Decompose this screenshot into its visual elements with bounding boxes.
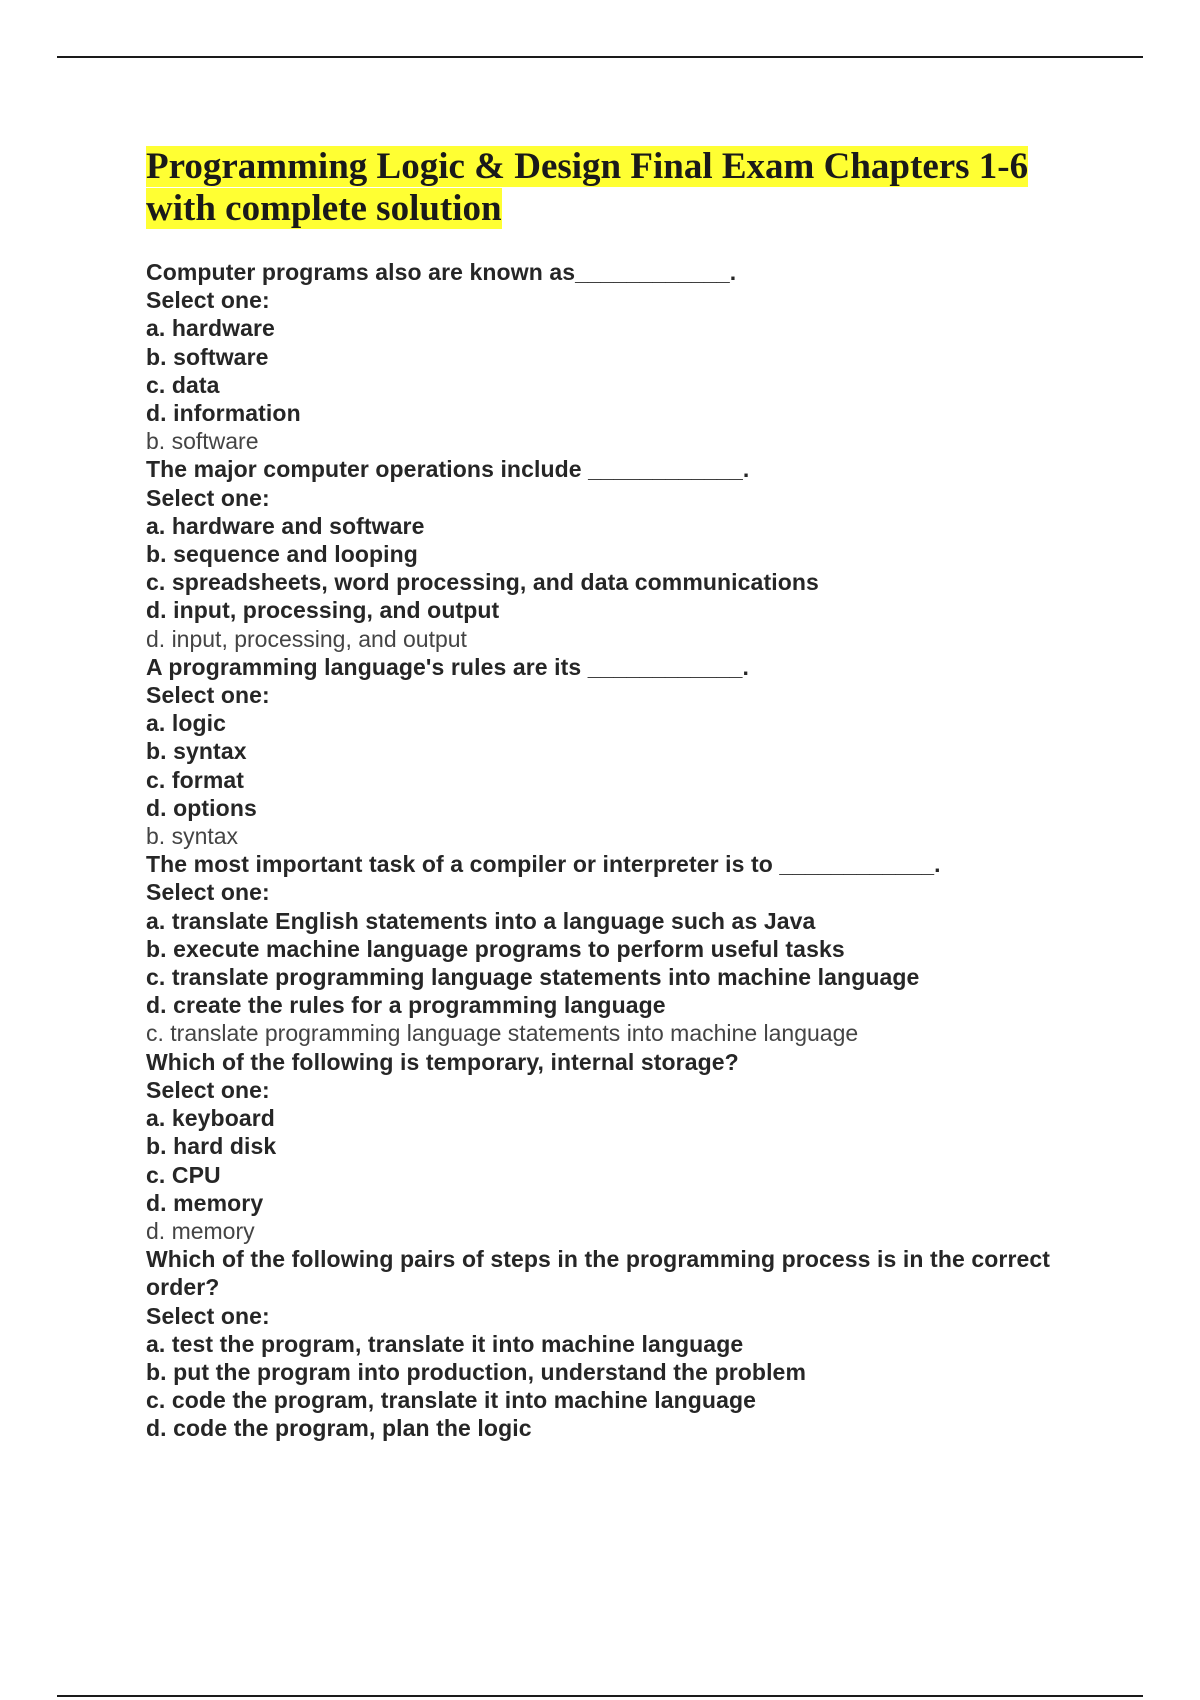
- answer-option: d. memory: [146, 1189, 264, 1216]
- title-line-2: with complete solution: [146, 188, 502, 229]
- select-one-label: Select one:: [146, 1302, 270, 1329]
- question-block-6: [146, 1245, 1106, 1442]
- bottom-rule: [57, 1695, 1143, 1697]
- answer-option: d. code the program, plan the logic: [146, 1415, 532, 1442]
- question-prompt: Which of the following pairs of steps in the programming process is in the correct order?: [146, 1246, 1051, 1301]
- question-block-3: [146, 653, 1106, 850]
- top-rule: [57, 56, 1143, 58]
- answer-option: c. spreadsheets, word processing, and data communications: [146, 569, 819, 596]
- correct-answer: d. input, processing, and output: [146, 625, 467, 652]
- title-line-1: Programming Logic & Design Final Exam Chapters 1-6: [146, 146, 1029, 187]
- answer-option: b. syntax: [146, 738, 247, 765]
- document-title: [146, 146, 1066, 230]
- answer-option: c. format: [146, 766, 245, 793]
- question-block-4: [146, 850, 1106, 1047]
- answer-option: b. execute machine language programs to perform useful tasks: [146, 935, 845, 962]
- question-prompt: Computer programs also are known as____________.: [146, 259, 737, 285]
- question-prompt: The most important task of a compiler or interpreter is to ____________.: [146, 851, 941, 878]
- correct-answer: d. memory: [146, 1217, 255, 1244]
- answer-option: c. data: [146, 371, 220, 398]
- answer-option: a. hardware: [146, 315, 275, 342]
- question-prompt: A programming language's rules are its ____________.: [146, 653, 749, 680]
- question-list: [146, 258, 1106, 1443]
- answer-option: d. options: [146, 794, 257, 821]
- correct-answer: c. translate programming language statements into machine language: [146, 1020, 859, 1047]
- answer-option: d. create the rules for a programming language: [146, 992, 666, 1019]
- question-block-5: [146, 1048, 1106, 1245]
- select-one-label: Select one:: [146, 1076, 270, 1103]
- select-one-label: Select one:: [146, 879, 270, 906]
- correct-answer: b. software: [146, 428, 259, 455]
- select-one-label: Select one:: [146, 484, 270, 511]
- answer-option: d. input, processing, and output: [146, 597, 500, 624]
- answer-option: b. software: [146, 343, 269, 370]
- answer-option: c. CPU: [146, 1161, 221, 1188]
- answer-option: a. translate English statements into a language such as Java: [146, 907, 816, 934]
- answer-option: b. sequence and looping: [146, 541, 418, 568]
- answer-option: d. information: [146, 400, 301, 427]
- question-prompt: The major computer operations include ____________.: [146, 456, 750, 483]
- question-block-1: [146, 258, 1106, 455]
- correct-answer: b. syntax: [146, 823, 239, 850]
- question-prompt: Which of the following is temporary, internal storage?: [146, 1048, 739, 1075]
- select-one-label: Select one:: [146, 682, 270, 709]
- answer-option: c. translate programming language statements into machine language: [146, 964, 920, 991]
- answer-option: b. put the program into production, understand the problem: [146, 1358, 806, 1385]
- answer-option: a. keyboard: [146, 1105, 275, 1132]
- answer-option: b. hard disk: [146, 1133, 277, 1160]
- answer-option: c. code the program, translate it into machine language: [146, 1387, 757, 1414]
- answer-option: a. hardware and software: [146, 512, 425, 539]
- answer-option: a. logic: [146, 710, 227, 737]
- select-one-label: Select one:: [146, 287, 270, 314]
- question-block-2: [146, 455, 1106, 652]
- answer-option: a. test the program, translate it into machine language: [146, 1330, 744, 1357]
